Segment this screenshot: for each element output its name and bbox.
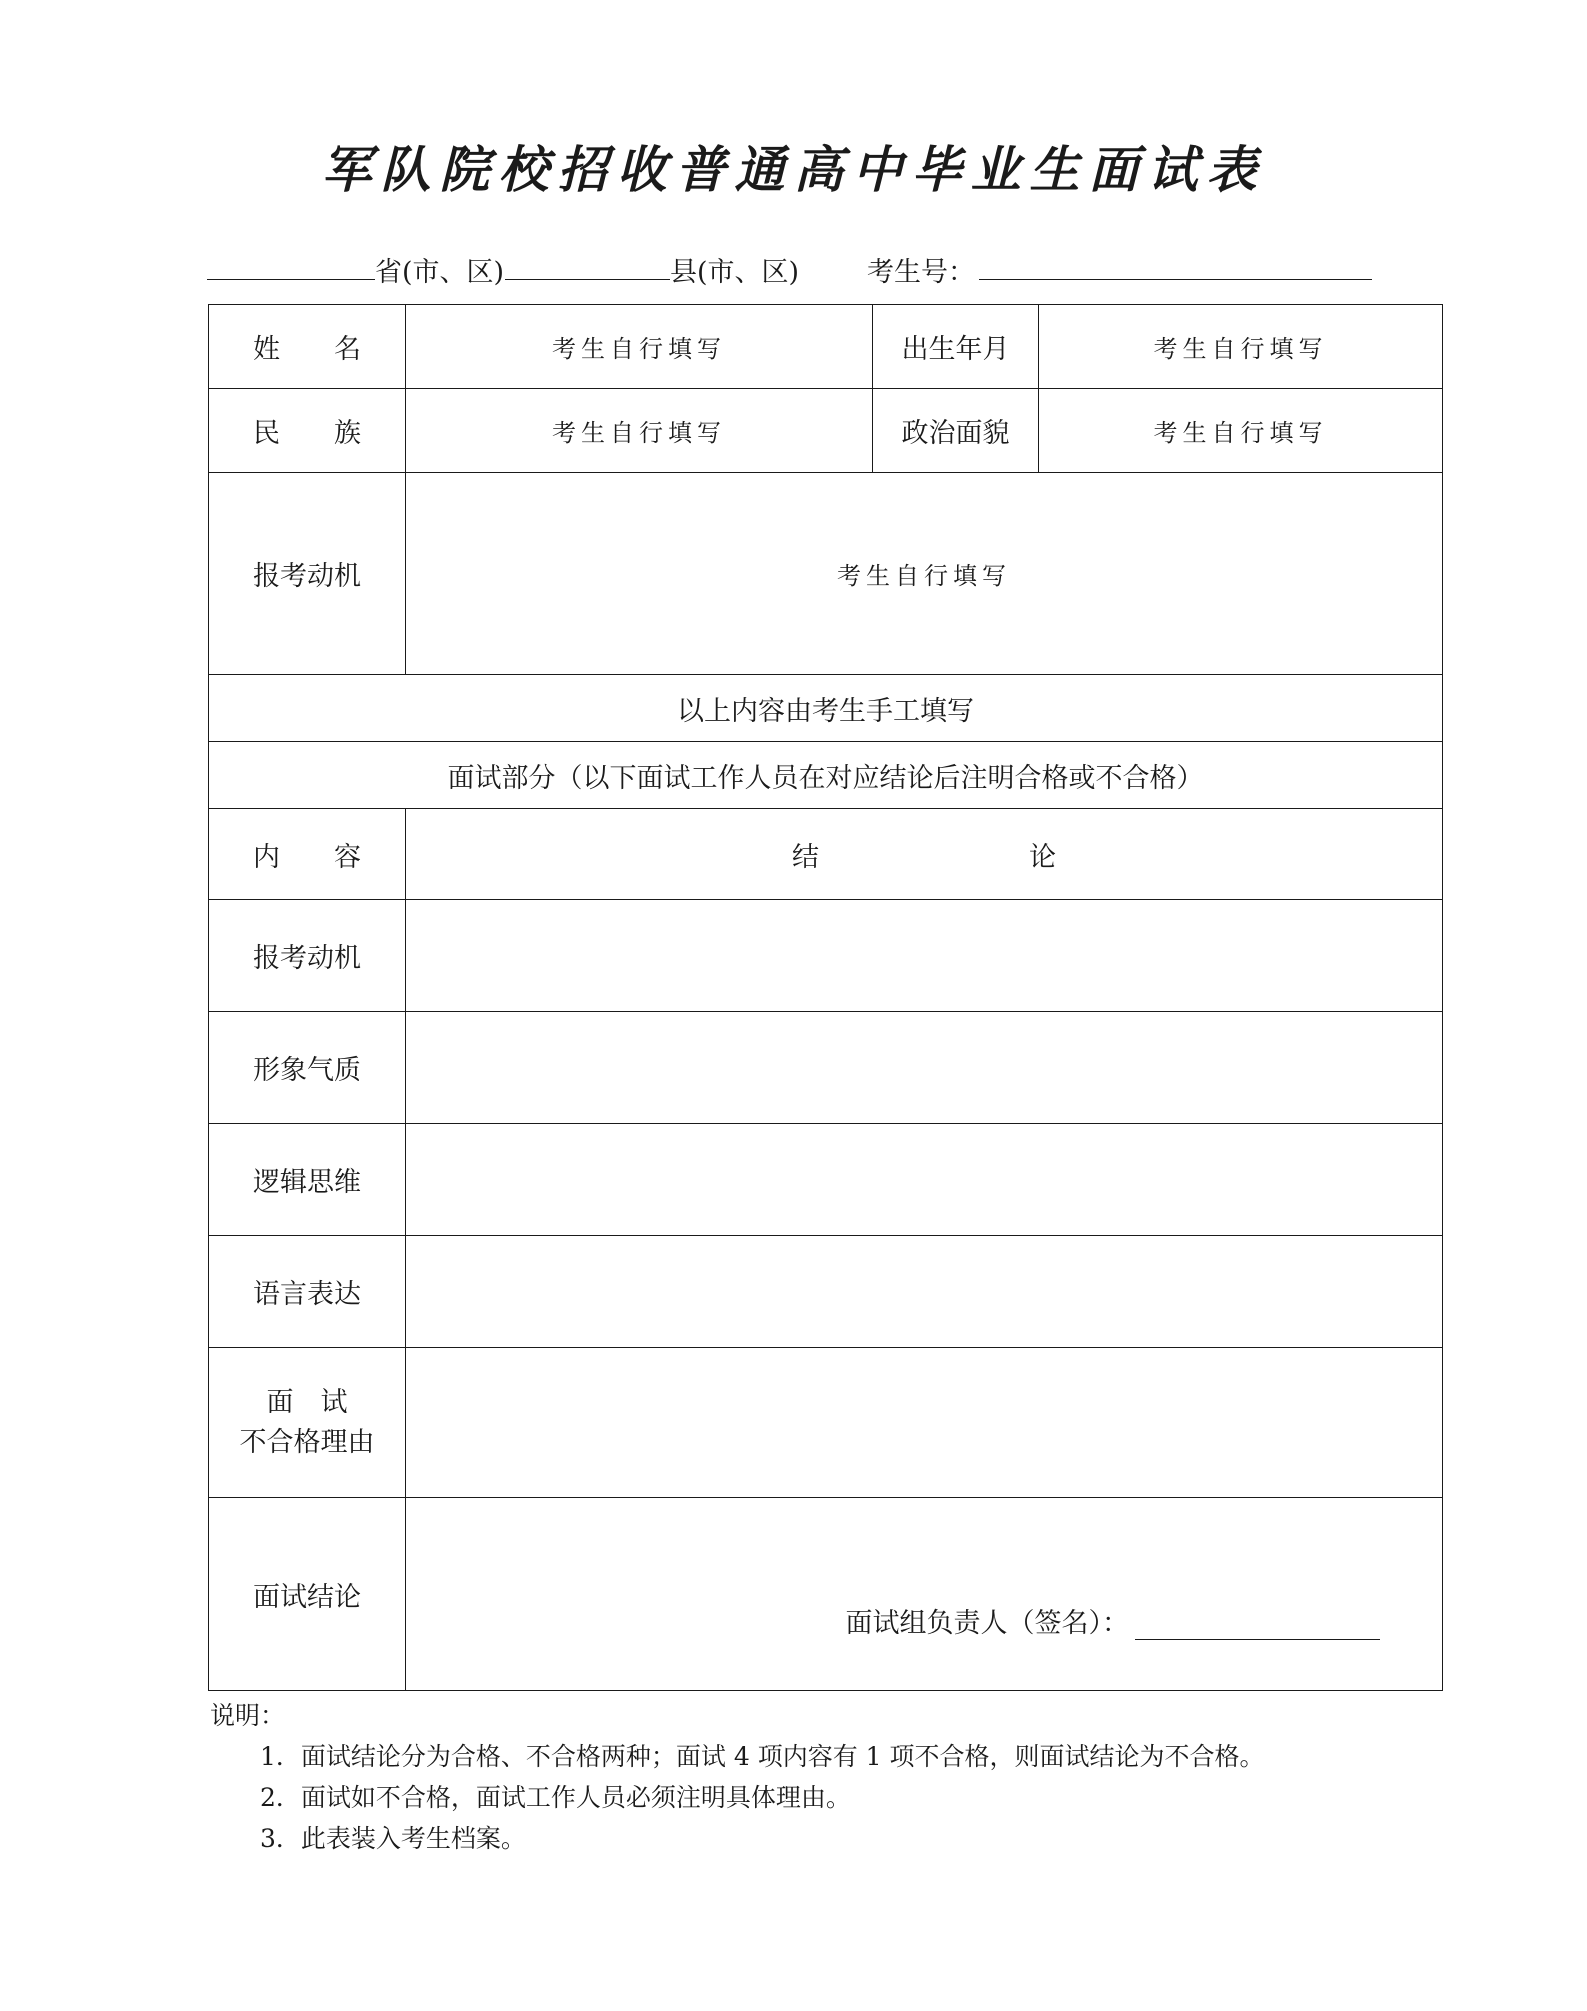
item-image-label: 形象气质	[209, 1012, 406, 1124]
result-label: 面试结论	[209, 1498, 406, 1691]
item-language-conclusion[interactable]	[406, 1236, 1443, 1348]
fail-reason-label	[209, 1348, 406, 1498]
county-label: 县(市、区)	[670, 257, 800, 288]
signature-line	[846, 1601, 1381, 1640]
item-motive-label: 报考动机	[209, 900, 406, 1012]
interview-form-table	[208, 304, 1443, 1691]
table-row	[209, 809, 1443, 900]
table-row	[209, 1012, 1443, 1124]
table-row	[209, 1124, 1443, 1236]
fail-reason-label-line2: 不合格理由	[239, 1426, 375, 1458]
exam-no-label: 考生号：	[867, 257, 975, 288]
conclusion-header	[406, 809, 1443, 900]
note-item: 3．此表装入考生档案。	[260, 1824, 526, 1853]
conclusion-header-a: 结	[792, 841, 819, 873]
province-blank[interactable]	[207, 248, 375, 280]
item-image-conclusion[interactable]	[406, 1012, 1443, 1124]
handwrite-note: 以上内容由考生手工填写	[209, 675, 1443, 742]
political-label: 政治面貌	[873, 389, 1039, 473]
table-row	[209, 900, 1443, 1012]
exam-no-blank[interactable]	[979, 248, 1372, 280]
name-label: 姓 名	[209, 305, 406, 389]
conclusion-header-b: 论	[1029, 841, 1056, 873]
table-row	[209, 305, 1443, 389]
motive-field[interactable]: 考生自行填写	[406, 473, 1443, 675]
fail-reason-field[interactable]	[406, 1348, 1443, 1498]
signature-blank[interactable]	[1135, 1609, 1380, 1640]
table-row	[209, 742, 1443, 809]
result-field[interactable]	[406, 1498, 1443, 1691]
item-motive-conclusion[interactable]	[406, 900, 1443, 1012]
note-item: 1．面试结论分为合格、不合格两种；面试 4 项内容有 1 项不合格，则面试结论为不合格。	[260, 1742, 1265, 1771]
ethnic-field[interactable]: 考生自行填写	[406, 389, 873, 473]
table-row	[209, 389, 1443, 473]
ethnic-label: 民 族	[209, 389, 406, 473]
page-title: 军队院校招收普通高中毕业生面试表	[321, 140, 1266, 199]
signature-label: 面试组负责人（签名）：	[845, 1608, 1129, 1639]
notes-heading: 说明：	[210, 1701, 286, 1730]
interview-section-note: 面试部分（以下面试工作人员在对应结论后注明合格或不合格）	[209, 742, 1443, 809]
province-label: 省(市、区)	[375, 257, 505, 288]
birth-label: 出生年月	[873, 305, 1039, 389]
item-logic-label: 逻辑思维	[209, 1124, 406, 1236]
table-row	[209, 473, 1443, 675]
table-row	[209, 1498, 1443, 1691]
note-item: 2．面试如不合格，面试工作人员必须注明具体理由。	[260, 1783, 851, 1812]
header-line	[207, 248, 1382, 288]
birth-field[interactable]: 考生自行填写	[1039, 305, 1443, 389]
item-logic-conclusion[interactable]	[406, 1124, 1443, 1236]
fail-reason-label-line1: 面 试	[266, 1386, 348, 1418]
content-header: 内 容	[209, 809, 406, 900]
county-blank[interactable]	[505, 248, 670, 280]
item-language-label: 语言表达	[209, 1236, 406, 1348]
notes	[210, 1695, 1265, 1859]
name-field[interactable]: 考生自行填写	[406, 305, 873, 389]
political-field[interactable]: 考生自行填写	[1039, 389, 1443, 473]
table-row	[209, 1348, 1443, 1498]
table-row	[209, 1236, 1443, 1348]
table-row	[209, 675, 1443, 742]
motive-label: 报考动机	[209, 473, 406, 675]
